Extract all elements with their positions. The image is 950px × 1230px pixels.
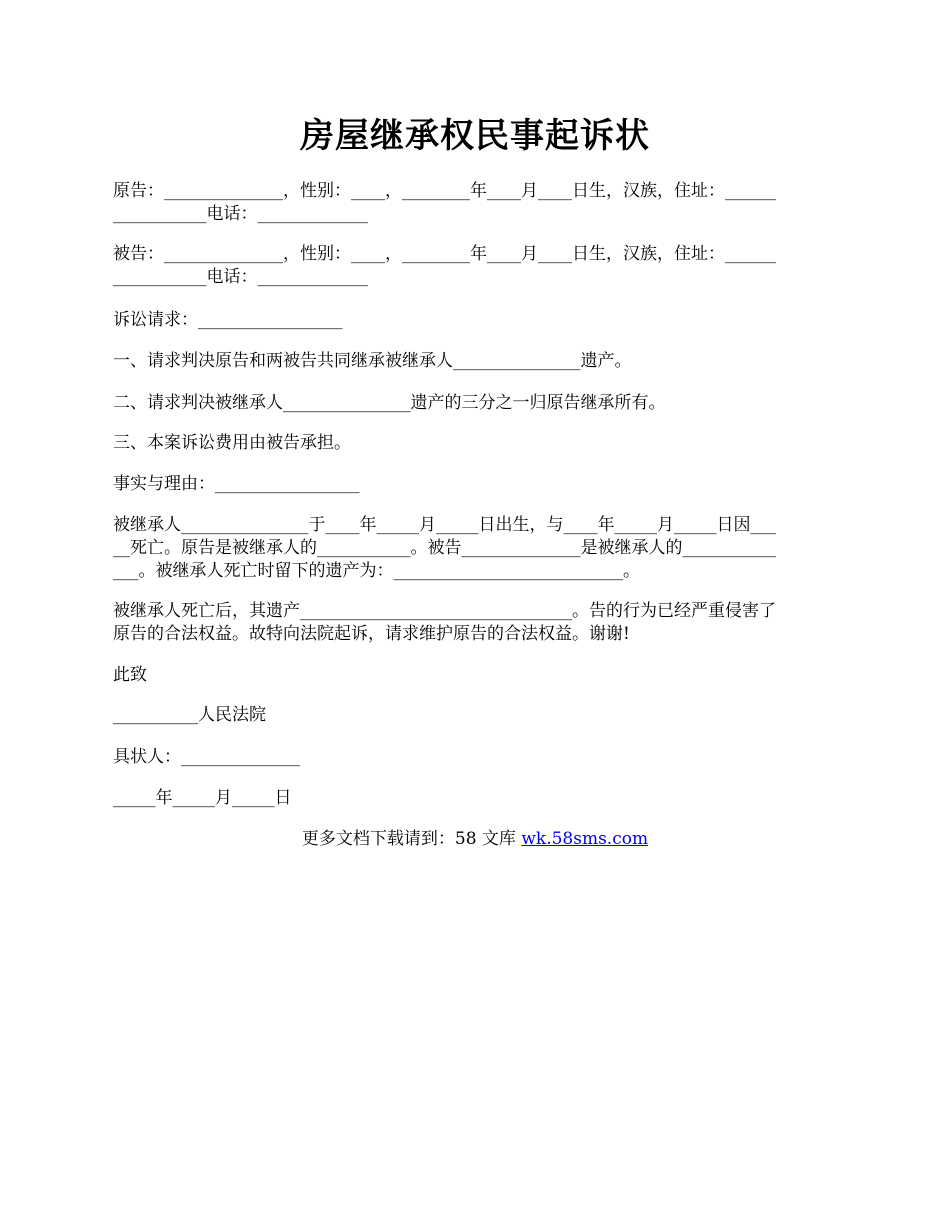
defendant-line-1: 被告：______________，性别：____，________年____月____日生，汉族，住址：______ <box>113 244 776 264</box>
claim-item-2: 二、请求判决被继承人_______________遗产的三分之一归原告继承所有。 <box>113 393 666 413</box>
reason-line-2: 原告的合法权益。故特向法院起诉，请求维护原告的合法权益。谢谢! <box>113 624 630 644</box>
signer: 具状人：______________ <box>113 747 300 767</box>
plaintiff-info <box>113 180 839 226</box>
defendant-info <box>113 243 839 289</box>
footer-link[interactable]: wk.58sms.com <box>521 829 649 849</box>
claim-item-1: 一、请求判决原告和两被告共同继承被继承人_______________遗产。 <box>113 351 632 371</box>
facts-line-2: __死亡。原告是被继承人的___________。被告______________是被继承人的___________ <box>113 538 776 558</box>
footer-note <box>0 828 950 851</box>
defendant-line-2: ___________电话：_____________ <box>113 267 368 287</box>
salutation: 此致 <box>113 665 147 685</box>
plaintiff-line-2: ___________电话：_____________ <box>113 204 368 224</box>
facts-paragraph <box>113 514 839 583</box>
document-title: 房屋继承权民事起诉状 <box>300 116 650 156</box>
facts-heading: 事实与理由：_________________ <box>113 474 360 494</box>
claims-heading: 诉讼请求：_________________ <box>113 310 343 330</box>
plaintiff-line-1: 原告：______________，性别：____，________年____月____日生，汉族，住址：______ <box>113 181 776 201</box>
court-name: __________人民法院 <box>113 705 266 725</box>
reason-line-1: 被继承人死亡后，其遗产________________________________。告的行为已经严重侵害了 <box>113 601 776 621</box>
facts-line-3: ___。被继承人死亡时留下的遗产为：___________________________。 <box>113 561 640 581</box>
facts-line-1: 被继承人_______________于____年_____月_____日出生，与____年_____月_____日因___ <box>113 515 776 535</box>
footer-prefix: 更多文档下载请到：58 文库 <box>301 829 522 849</box>
claim-item-3: 三、本案诉讼费用由被告承担。 <box>113 433 351 453</box>
signing-date: _____年_____月_____日 <box>113 788 292 808</box>
reason-paragraph <box>113 600 839 646</box>
